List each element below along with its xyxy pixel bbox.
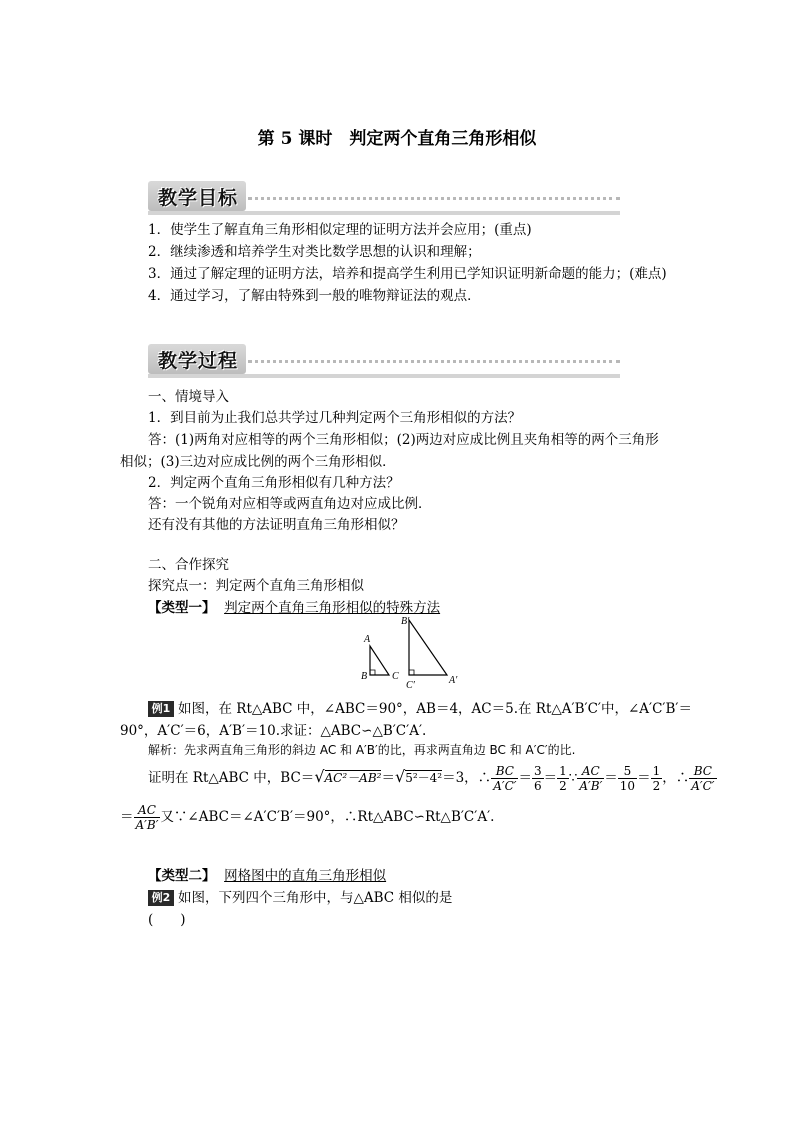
triangles-figure <box>356 612 466 692</box>
example1-analysis: 解析：先求两直角三角形的斜边 AC 和 A′B′的比，再求两直角边 BC 和 A′C′的比. <box>148 743 576 757</box>
triangle-a2b2c2 <box>409 620 447 675</box>
proof-prefix: 证明在 Rt△ABC 中，BC＝ <box>148 770 315 786</box>
example1-line2: 90°，A′C′＝6，A′B′＝10.求证：△ABC∽△B′C′A′. <box>120 723 427 739</box>
fraction-bc-a2c2 <box>491 764 518 793</box>
goal-item: 1．使学生了解直角三角形相似定理的证明方法并会应用；(重点) <box>148 222 532 238</box>
section-heading-process <box>148 344 628 380</box>
goal-item: 2．继续渗透和培养学生对类比数学思想的认识和理解； <box>148 244 481 260</box>
explore-point-1: 探究点一：判定两个直角三角形相似 <box>148 578 364 594</box>
proof-result: ＝3，∴ <box>442 770 492 786</box>
fraction-1-2 <box>557 764 569 793</box>
type2-title: 网格图中的直角三角形相似 <box>224 868 387 884</box>
proof-line2 <box>120 802 494 832</box>
frac-num: 1 <box>652 764 661 778</box>
triangle-abc <box>370 646 389 675</box>
fraction-ac-a2b2 <box>577 764 604 793</box>
part1-heading: 一、情境导入 <box>148 389 229 405</box>
therefore-symbol: ，∴ <box>662 770 690 786</box>
section-heading-process-label: 教学过程 <box>158 350 239 372</box>
right-angle-mark-b <box>370 670 375 675</box>
frac-den: 2 <box>559 779 567 793</box>
part1-answer-2: 答：一个锐角对应相等或两直角边对应成比例． <box>148 496 432 512</box>
frac-num: BC <box>689 764 716 779</box>
eq-sign: ＝ <box>543 770 558 786</box>
because-symbol: ∵ <box>568 770 578 786</box>
part1-question-3: 还有没有其他的方法证明直角三角形相似？ <box>148 517 405 533</box>
example2-badge: 例2 <box>148 890 174 906</box>
sqrt-symbol: √ <box>394 767 406 786</box>
label-c: C <box>392 671 399 682</box>
frac-den: A′C′ <box>691 779 715 793</box>
frac-num: AC <box>577 764 604 779</box>
answer-blank: ( ) <box>148 912 186 928</box>
part1-answer-1-line2: 相似；(3)三边对应成比例的两个三角形相似． <box>120 454 396 470</box>
example1-badge: 例1 <box>148 701 174 717</box>
type1-title: 判定两个直角三角形相似的特殊方法 <box>224 600 441 616</box>
example2-line <box>148 886 452 906</box>
eq-sign: ＝ <box>120 809 134 825</box>
eq-sign: ＝ <box>604 770 618 786</box>
example2-text: 如图，下列四个三角形中，与△ABC 相似的是 <box>178 890 453 906</box>
frac-den: 6 <box>533 779 542 793</box>
type2-tag: 【类型二】 <box>148 868 216 884</box>
label-c-prime: C′ <box>406 680 415 691</box>
fraction-3-6 <box>532 764 544 793</box>
label-a: A <box>364 634 371 645</box>
frac-num: AC <box>134 803 161 818</box>
frac-den: A′B′ <box>135 818 159 832</box>
frac-num: 1 <box>559 764 567 778</box>
right-angle-mark-c2 <box>409 670 414 675</box>
label-b-prime: B′ <box>401 616 410 627</box>
section-heading-goals <box>148 181 628 217</box>
fraction-bc-a2c2 <box>689 764 716 793</box>
frac-den: 10 <box>619 779 636 793</box>
proof-conclusion: 又∵∠ABC＝∠A′C′B′＝90°，∴Rt△ABC∽Rt△B′C′A′. <box>160 809 495 825</box>
fraction-5-10 <box>618 764 637 793</box>
eq-sign: ＝ <box>518 770 532 786</box>
frac-den: A′C′ <box>493 779 517 793</box>
label-b: B <box>361 671 368 682</box>
page-title: 第 5 课时 判定两个直角三角形相似 <box>257 129 537 149</box>
part1-question-2: 2．判定两个直角三角形相似有几种方法？ <box>148 475 400 491</box>
label-a-prime: A′ <box>449 675 458 686</box>
part2-heading: 二、合作探究 <box>148 557 229 573</box>
type1-tag: 【类型一】 <box>148 600 216 616</box>
frac-num: BC <box>491 764 518 779</box>
goal-item: 4．通过学习，了解由特殊到一般的唯物辩证法的观点． <box>148 288 481 304</box>
part1-question-1: 1．到目前为止我们总共学过几种判定两个三角形相似的方法？ <box>148 410 522 426</box>
frac-num: 3 <box>533 764 542 778</box>
sqrt-radicand-2: 5²－4² <box>405 771 443 785</box>
part1-answer-1-line1: 答：(1)两角对应相等的两个三角形相似；(2)两边对应成比例且夹角相等的两个三角形 <box>148 432 659 448</box>
sqrt-symbol: √ <box>314 767 325 786</box>
section-heading-goals-label: 教学目标 <box>158 187 239 209</box>
proof-equals: ＝ <box>381 770 395 786</box>
fraction-1-2 <box>651 764 663 793</box>
fraction-ac-a2b2 <box>134 803 161 832</box>
example1-text-1: 如图，在 Rt△ABC 中，∠ABC＝90°，AB＝4，AC＝5.在 Rt△A′B′C′中，∠A′C′B′＝ <box>178 701 692 717</box>
proof-line1 <box>148 762 717 793</box>
frac-den: A′B′ <box>579 779 603 793</box>
eq-sign: ＝ <box>637 770 651 786</box>
goal-item: 3．通过了解定理的证明方法，培养和提高学生利用已学知识证明新命题的能力；(难点) <box>148 266 667 282</box>
frac-num: 5 <box>618 764 637 779</box>
sqrt-radicand-1: AC²－AB² <box>324 771 382 785</box>
type2-heading <box>148 864 386 884</box>
example1-line1 <box>148 697 692 717</box>
frac-den: 2 <box>652 779 661 793</box>
